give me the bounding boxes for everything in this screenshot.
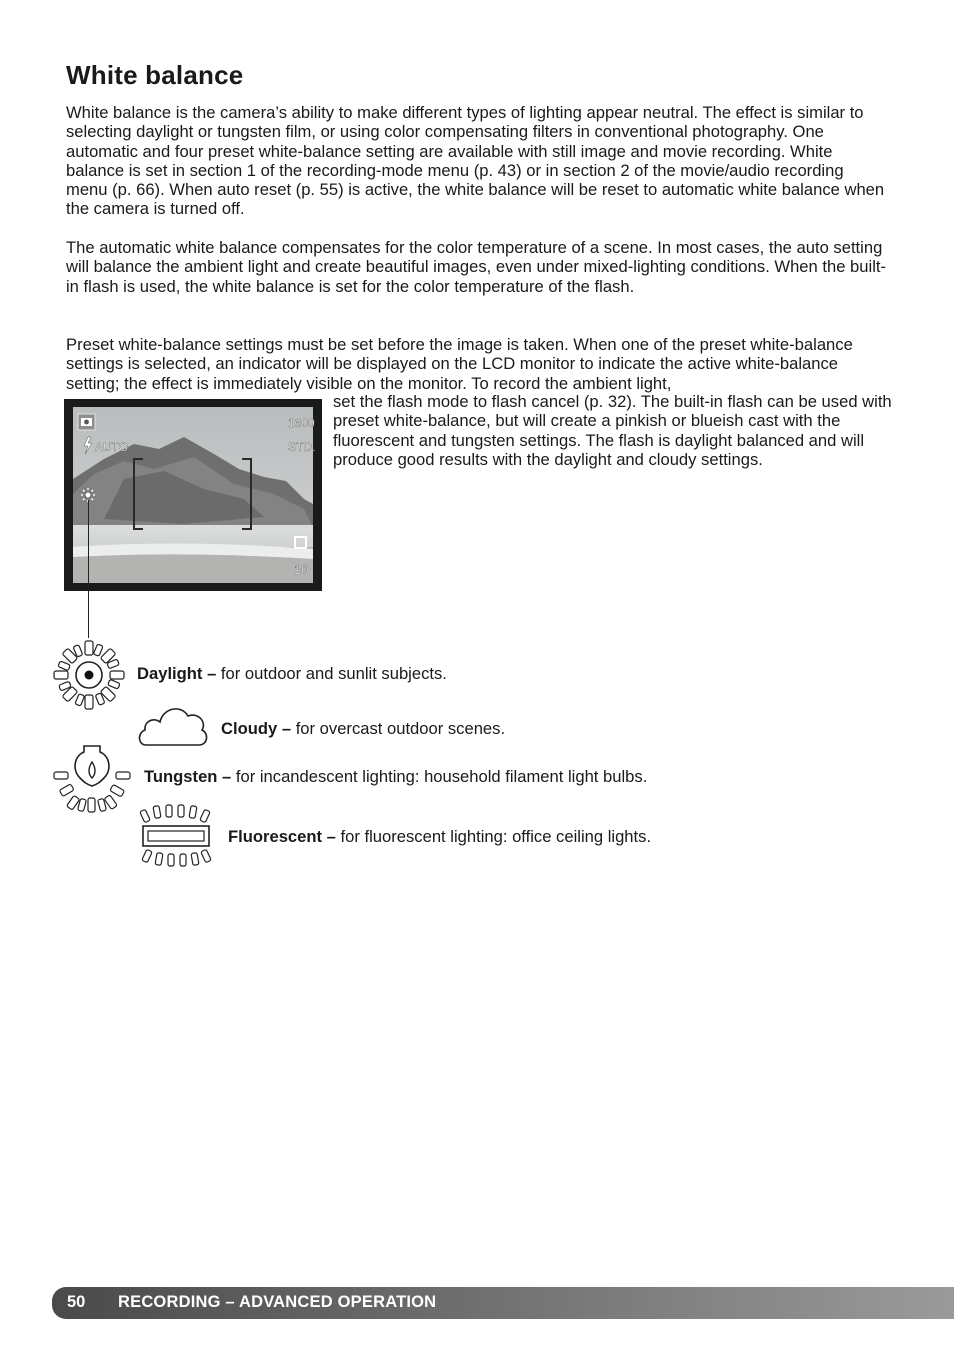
wb-fluorescent-desc: for fluorescent lighting: office ceiling lights. (335, 827, 652, 846)
wb-cloudy-row (221, 719, 505, 739)
preset-wb-paragraph: Preset white-balance settings must be set before the image is taken. When one of the preset white-balance settings is selected, an indicator will be displayed on the LCD monitor to indicate the active white-balance setting; the effect is immediately visible on the monitor. To record the ambient light, (66, 335, 853, 393)
section-title: RECORDING – ADVANCED OPERATION (118, 1293, 437, 1311)
wb-tungsten-row (144, 767, 647, 787)
page-footer (52, 1287, 954, 1319)
auto-wb-paragraph: The automatic white balance compensates for the color temperature of a scene. In most cases, the auto setting will balance the ambient light and create beautiful images, even under mixed-lighting conditions. When the built-in flash is used, the white balance is set for the color temperature of the flash. (66, 238, 887, 296)
lcd-frame-counter: 10 (294, 562, 309, 577)
intro-paragraph: White balance is the camera’s ability to make different types of lighting appear neutral. The effect is similar to selecting daylight or tungsten film, or using color compensating filters in conventional photography. One automatic and four preset white-balance setting are available with still image and movie recording. White balance is set in section 1 of the recording-mode menu (p. 43) or in section 2 of the movie/audio recording menu (p. 66). When auto reset (p. 55) is active, the white balance will be reset to automatic white balance when the camera is turned off. (66, 103, 885, 219)
wb-daylight-name: Daylight – (137, 664, 217, 683)
indicator-leader-line (88, 500, 89, 638)
wb-fluorescent-row (228, 827, 651, 847)
tungsten-icon (52, 744, 132, 821)
daylight-icon (52, 640, 126, 715)
wb-cloudy-name: Cloudy – (221, 719, 292, 738)
camera-mode-icon (78, 414, 95, 430)
wb-daylight-desc: for outdoor and sunlit subjects. (216, 664, 447, 683)
page-title: White balance (66, 60, 244, 90)
lcd-quality: STD. (288, 440, 316, 454)
wb-fluorescent-name: Fluorescent – (228, 827, 336, 846)
lcd-flash-mode: AUTO (95, 440, 129, 454)
preset-wb-paragraph-continued: set the flash mode to flash cancel (p. 32). The built-in flash can be used with preset white-balance, but will create a pinkish or blueish cast with the fluorescent and tungsten settings. The flash is daylight balanced and will produce good results with the daylight and cloudy settings. (333, 392, 892, 469)
wb-cloudy-desc: for overcast outdoor scenes. (291, 719, 506, 738)
lcd-monitor-illustration (64, 399, 322, 591)
wb-tungsten-desc: for incandescent lighting: household filament light bulbs. (231, 767, 648, 786)
cloudy-icon (136, 700, 210, 755)
wb-daylight-row (137, 664, 447, 684)
lcd-iso: 1600 (288, 416, 315, 430)
fluorescent-icon (138, 804, 214, 875)
page-number: 50 (67, 1293, 86, 1311)
wb-tungsten-name: Tungsten – (144, 767, 232, 786)
